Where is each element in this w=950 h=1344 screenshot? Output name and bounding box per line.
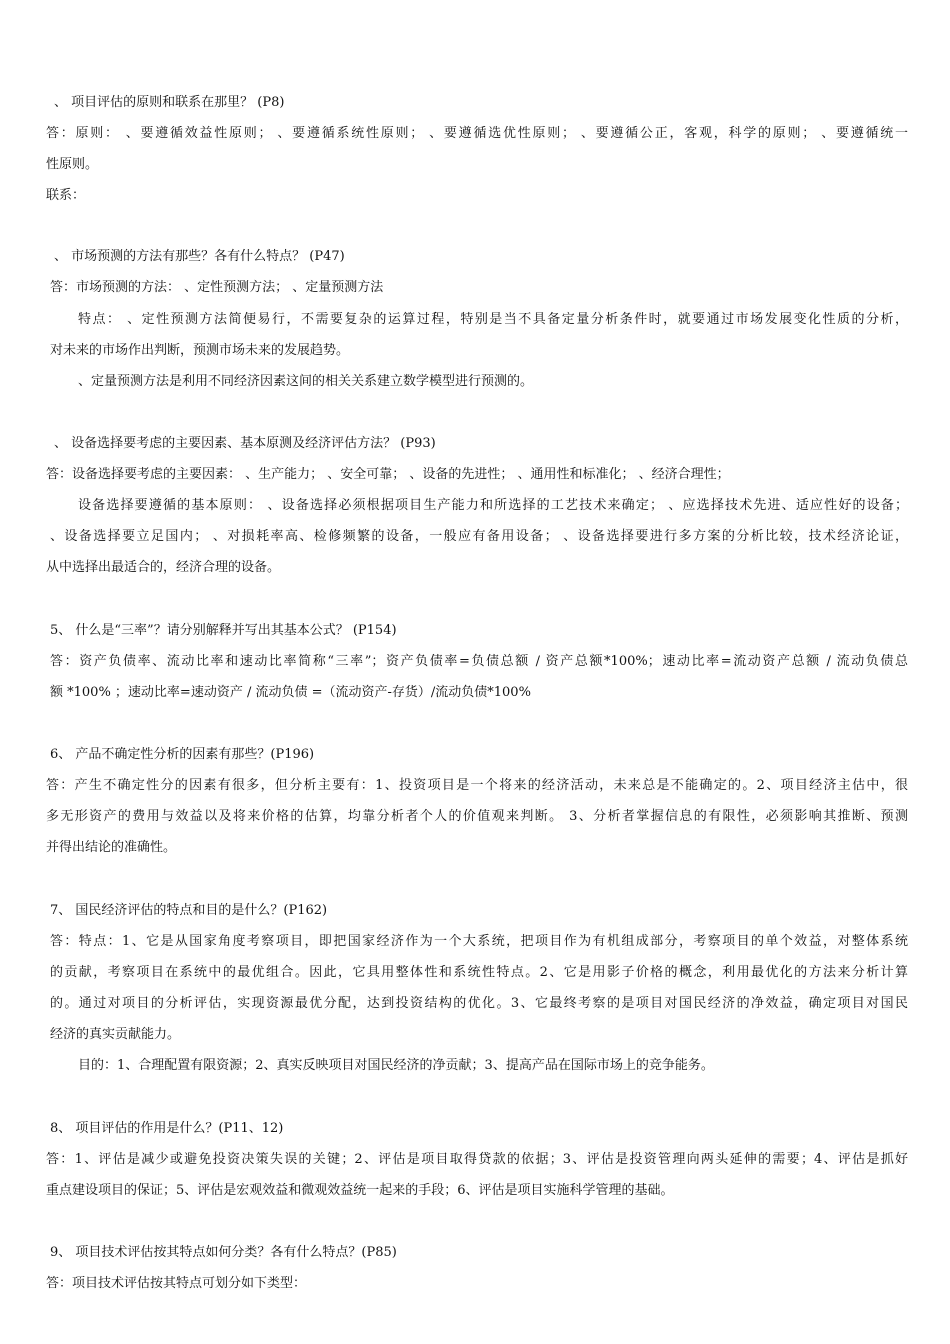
question-9-title: 9、 项目技术评估按其特点如何分类？各有什么特点？(P85) [50, 1245, 397, 1260]
answer-7-line-1: 答：特点：1、它是从国家角度考察项目，即把国家经济作为一个大系统，把项目作为有机组成部分，考察项目的单个效益，对整体系统 [50, 934, 908, 949]
answer-8-line-2: 重点建设项目的保证；5、评估是宏观效益和微观效益统一起来的手段；6、评估是项目实施科学管理的基础。 [46, 1183, 674, 1198]
answer-7-line-2: 的贡献，考察项目在系统中的最优组合。因此，它具用整体性和系统性特点。2、它是用影子价格的概念，利用最优化的方法来分析计算 [50, 965, 908, 980]
question-5-title: 5、 什么是“三率”？请分别解释并写出其基本公式？ (P154) [50, 623, 397, 638]
answer-7-line-3: 的。通过对项目的分析评估，实现资源最优分配，达到投资结构的优化。3、它最终考察的是项目对国民经济的净效益，确定项目对国民 [50, 996, 908, 1011]
answer-8-line-1: 答：1、评估是减少或避免投资决策失误的关键；2、评估是项目取得贷款的依据；3、评估是投资管理向两头延伸的需要；4、评估是抓好 [46, 1152, 908, 1167]
answer-9-line-1: 答：项目技术评估按其特点可划分如下类型： [46, 1276, 307, 1291]
answer-2-line-2: 特点： 、定性预测方法简便易行，不需要复杂的运算过程，特别是当不具备定量分析条件时，就要通过市场发展变化性质的分析， [78, 312, 908, 327]
answer-7-line-5: 目的：1、合理配置有限资源；2、真实反映项目对国民经济的净贡献；3、提高产品在国际市场上的竞争能务。 [78, 1058, 714, 1073]
answer-7-line-4: 经济的真实贡献能力。 [50, 1027, 181, 1042]
answer-3-line-1: 答：设备选择要考虑的主要因素： 、生产能力； 、安全可靠； 、设备的先进性； 、通用性和标准化； 、经济合理性； [46, 467, 730, 482]
answer-3-line-4: 从中选择出最适合的，经济合理的设备。 [46, 560, 281, 575]
answer-6-line-3: 并得出结论的准确性。 [46, 840, 177, 855]
answer-3-line-2: 设备选择要遵循的基本原则： 、设备选择必须根据项目生产能力和所选择的工艺技术来确定； 、应选择技术先进、适应性好的设备； [78, 498, 908, 513]
question-6-title: 6、 产品不确定性分析的因素有那些？(P196) [50, 747, 315, 762]
question-3-title: 、 设备选择要考虑的主要因素、基本原测及经济评估方法？ (P93) [54, 436, 436, 451]
answer-3-line-3: 、设备选择要立足国内； 、对损耗率高、检修频繁的设备，一般应有备用设备； 、设备选择要进行多方案的分析比较，技术经济论证， [50, 529, 908, 544]
answer-1-line-1: 答：原则： 、要遵循效益性原则； 、要遵循系统性原则； 、要遵循选优性原则； 、要遵循公正，客观，科学的原则； 、要遵循统一 [46, 126, 908, 141]
answer-5-line-1: 答：资产负债率、流动比率和速动比率简称“三率”；资产负债率=负债总额 / 资产总额*100%；速动比率=流动资产总额 / 流动负债总 [50, 654, 908, 669]
answer-6-line-2: 多无形资产的费用与效益以及将来价格的估算，均靠分析者个人的价值观来判断。 3、分析者掌握信息的有限性，必须影响其推断、预测 [46, 809, 908, 824]
answer-2-line-3: 对未来的市场作出判断，预测市场未来的发展趋势。 [50, 343, 350, 358]
answer-6-line-1: 答：产生不确定性分的因素有很多，但分析主要有：1、投资项目是一个将来的经济活动，未来总是不能确定的。2、项目经济主估中，很 [46, 778, 908, 793]
answer-1-line-3: 联系： [46, 188, 86, 203]
question-1-title: 、 项目评估的原则和联系在那里？ (P8) [54, 95, 285, 110]
answer-2-line-4: 、定量预测方法是利用不同经济因素这间的相关关系建立数学模型进行预测的。 [78, 374, 534, 389]
answer-5-line-2: 额 *100% ；速动比率=速动资产 / 流动负债 =（流动资产-存货）/流动负债*100% [50, 685, 531, 700]
answer-2-line-1: 答：市场预测的方法： 、定性预测方法； 、定量预测方法 [50, 280, 384, 295]
answer-1-line-2: 性原则。 [46, 157, 99, 172]
question-2-title: 、 市场预测的方法有那些？各有什么特点？ (P47) [54, 249, 345, 264]
question-8-title: 8、 项目评估的作用是什么？(P11、12) [50, 1121, 284, 1136]
question-7-title: 7、 国民经济评估的特点和目的是什么？(P162) [50, 903, 328, 918]
